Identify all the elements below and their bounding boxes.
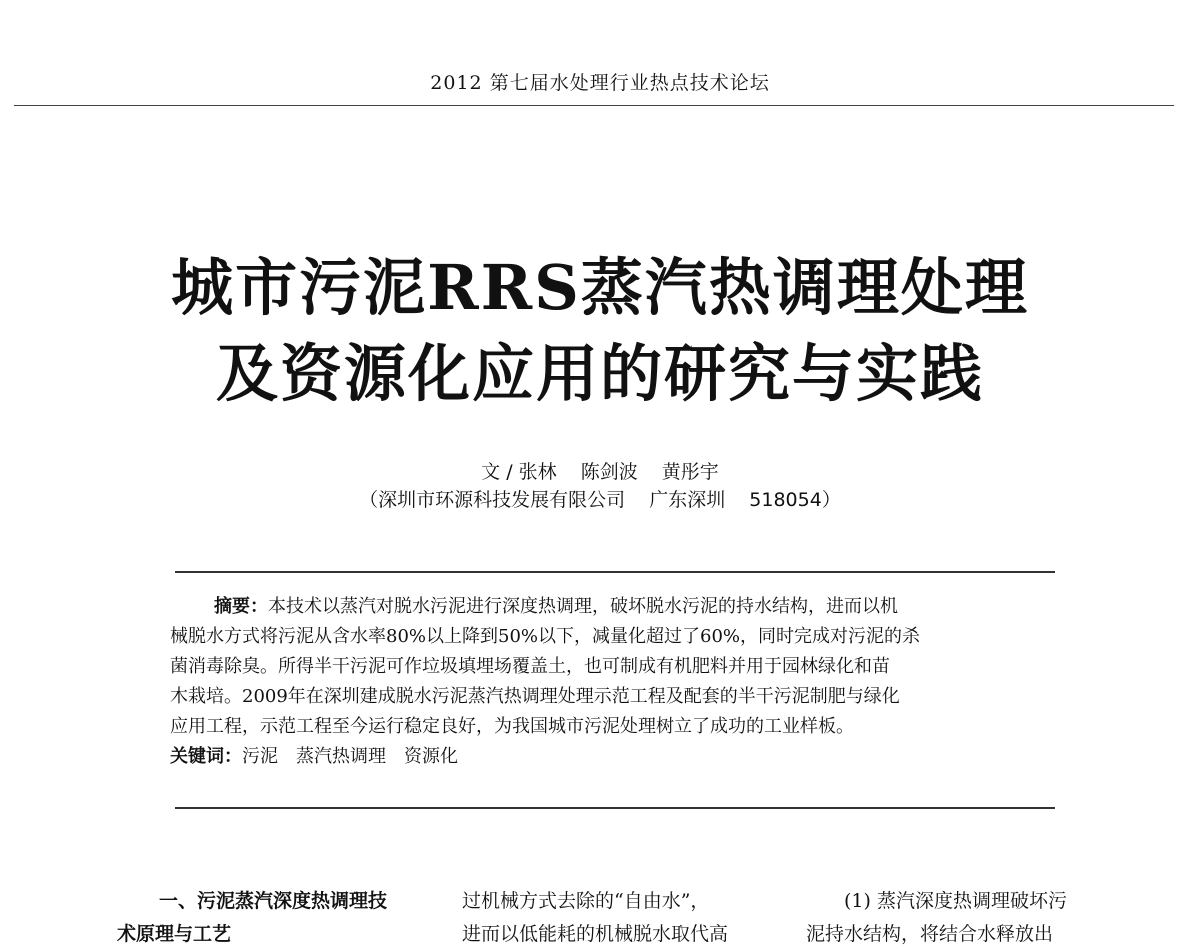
body-column-1 [117,885,387,951]
section-heading-continued: 术原理与工艺 [117,923,232,945]
keyword: 污泥 [242,746,278,767]
running-title: 2012 第七届水处理行业热点技术论坛 [430,72,770,94]
body-text-line: 泥持水结构，将结合水释放出 [806,923,1054,945]
body-column-2 [462,885,728,951]
keywords-label: 关键词： [170,746,242,767]
abstract-line: 菌消毒除臭。所得半干污泥可作垃圾填埋场覆盖土，也可制成有机肥料并用于园林绿化和苗 [170,656,890,677]
body-text-line: (1) 蒸汽深度热调理破坏污 [844,890,1067,912]
body-text-line: 过机械方式去除的“自由水”， [462,890,710,912]
affiliation-org: （深圳市环源科技发展有限公司 [359,489,626,511]
running-header [0,68,1200,95]
section-heading: 一、污泥蒸汽深度热调理技 [159,890,388,912]
article-title-line-2: 及资源化应用的研究与实践 [215,337,984,410]
affiliation-zip: 518054） [749,489,841,511]
keyword: 资源化 [404,746,458,767]
author-line [0,457,1200,484]
author-name: 黄彤宇 [661,461,719,483]
abstract-line [170,592,1060,622]
header-rule [14,105,1174,106]
abstract-text: 本技术以蒸汽对脱水污泥进行深度热调理，破坏脱水污泥的持水结构，进而以机 [268,596,898,617]
author-name: 陈剑波 [580,461,638,483]
body-column-3 [806,885,1067,951]
body-text-line: 进而以低能耗的机械脱水取代高 [462,923,729,945]
affiliation-line [0,485,1200,512]
abstract-line: 械脱水方式将污泥从含水率80%以上降到50%以下，减量化超过了60%，同时完成对污泥的杀 [170,626,921,647]
abstract-bottom-rule [175,807,1055,809]
author-name: 张林 [518,461,557,483]
keyword: 蒸汽热调理 [296,746,386,767]
abstract-top-rule [175,571,1055,573]
abstract-block [170,592,1060,772]
affiliation-place: 广东深圳 [649,489,726,511]
keywords-line [170,742,1060,772]
article-title-line-1: 城市污泥RRS蒸汽热调理处理 [171,251,1029,324]
abstract-line: 木栽培。2009年在深圳建成脱水污泥蒸汽热调理处理示范工程及配套的半干污泥制肥与绿化 [170,686,900,707]
abstract-line: 应用工程，示范工程至今运行稳定良好，为我国城市污泥处理树立了成功的工业样板。 [170,716,854,737]
abstract-label: 摘要： [214,596,268,617]
byline-prefix: 文 / [481,461,513,483]
